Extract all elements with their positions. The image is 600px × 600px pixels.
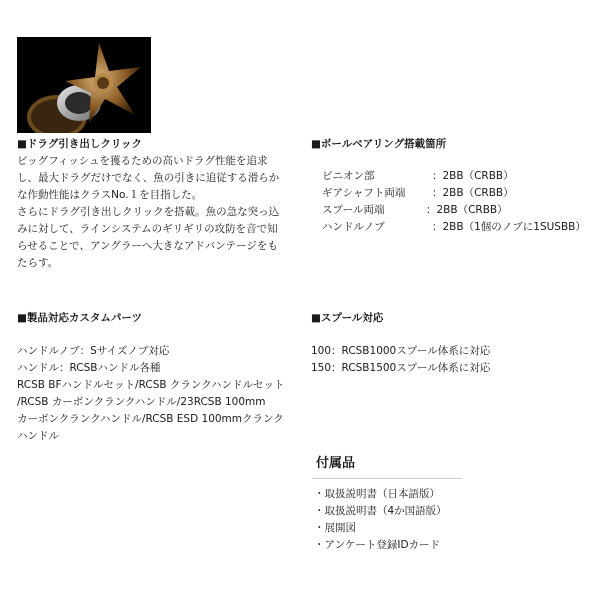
bearing-row [322, 219, 592, 236]
drag-line: し、最大ドラグだけでなく、魚の引きに追従する滑らか [17, 172, 280, 184]
parts-line: /RCSB カーボンクランクハンドル/23RCSB 100mm [17, 396, 266, 408]
bearing-row [322, 168, 592, 185]
reel-knob-image [17, 37, 151, 133]
accessory-item: ・取扱説明書（日本語版） [314, 488, 440, 500]
drag-heading: ■ドラグ引き出しクリック [17, 138, 143, 150]
bearing-label: スプール両端 [322, 204, 385, 216]
bearing-row [322, 202, 592, 219]
bearing-table [322, 168, 592, 236]
accessories-list [314, 486, 447, 554]
accessories-heading: 付属品 [316, 456, 356, 471]
spool-list [311, 343, 490, 377]
drag-line: らせることで、アングラーへ大きなアドバンテージをも [17, 240, 278, 252]
drag-line: な作動性能はクラスNo.１を目指した。 [17, 189, 203, 201]
parts-list [17, 343, 285, 445]
drag-line: さらにドラグ引き出しクリックを搭載。魚の急な突っ込 [17, 206, 280, 218]
drag-line: みに対して、ラインシステムのギリギリの攻防を音で知 [17, 223, 278, 235]
bearing-label: ハンドルノブ [322, 221, 385, 233]
bearing-label: ピニオン部 [322, 170, 375, 182]
accessories-divider [312, 478, 462, 479]
bearing-row [322, 185, 592, 202]
parts-line: ハンドル [17, 430, 59, 442]
bearing-value: ：2BB（CRBB） [426, 204, 508, 216]
parts-line: ハンドルノブ：Sサイズノブ対応 [17, 345, 170, 357]
accessory-item: ・アンケート登録IDカード [314, 539, 441, 551]
bearing-heading: ■ボールベアリング搭載箇所 [311, 138, 447, 150]
accessory-item: ・展開図 [314, 522, 356, 534]
spool-line: 100：RCSB1000スプール体系に対応 [311, 345, 491, 357]
drag-line: ビッグフィッシュを獲るための高いドラグ性能を追求 [17, 155, 268, 167]
bearing-value: ：2BB（CRBB） [432, 170, 514, 182]
parts-line: RCSB BFハンドルセット/RCSB クランクハンドルセット [17, 379, 285, 391]
spool-heading: ■スプール対応 [311, 312, 384, 324]
accessory-item: ・取扱説明書（4か国語版） [314, 505, 447, 517]
spool-line: 150：RCSB1500スプール体系に対応 [311, 362, 491, 374]
bearing-value: ：2BB（1個のノブに1SUSBB） [432, 221, 586, 233]
parts-line: カーボンクランクハンドル/RCSB ESD 100mmクランク [17, 413, 284, 425]
bearing-label: ギアシャフト両端 [322, 187, 406, 199]
bearing-value: ：2BB（CRBB） [432, 187, 514, 199]
parts-heading: ■製品対応カスタムパーツ [17, 312, 143, 324]
drag-description [17, 153, 279, 272]
parts-line: ハンドル：RCSBハンドル各種 [17, 362, 161, 374]
product-photo [17, 37, 151, 133]
drag-line: たらす。 [17, 257, 59, 269]
